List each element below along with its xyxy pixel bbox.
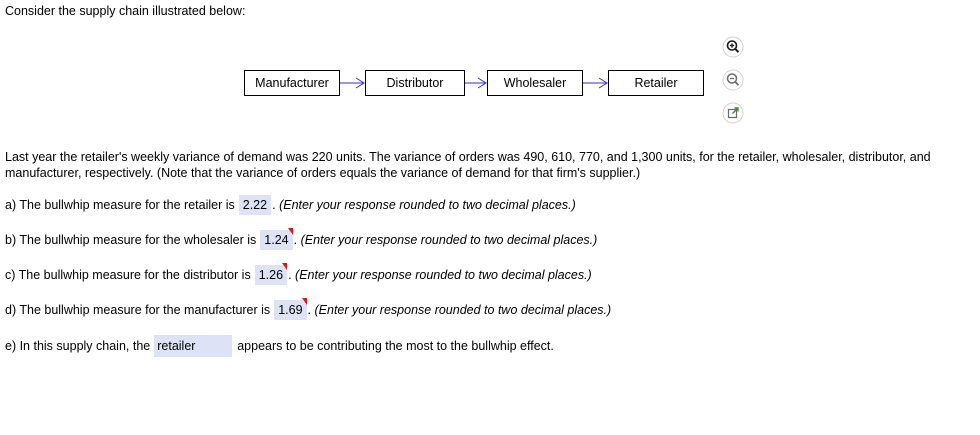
question-b-prefix: b) The bullwhip measure for the wholesaler is	[5, 233, 257, 247]
node-manufacturer: Manufacturer	[244, 70, 340, 96]
answer-select-e[interactable]	[154, 335, 232, 357]
question-d	[5, 299, 611, 321]
question-c-prefix: c) The bullwhip measure for the distributor is	[5, 268, 251, 282]
question-e	[5, 335, 554, 357]
question-a-hint: (Enter your response rounded to two decimal places.)	[279, 198, 576, 212]
incorrect-flag-icon	[288, 228, 293, 235]
zoom-in-icon[interactable]	[722, 36, 744, 58]
node-retailer: Retailer	[608, 70, 704, 96]
question-a-prefix: a) The bullwhip measure for the retailer is	[5, 198, 235, 212]
arrow-icon	[583, 77, 608, 89]
question-a-dot: .	[272, 198, 276, 212]
question-b	[5, 229, 597, 251]
question-d-dot: .	[307, 303, 312, 317]
question-c	[5, 264, 592, 286]
arrow-icon	[340, 77, 365, 89]
answer-field-c[interactable]	[255, 265, 287, 285]
intro-text: Consider the supply chain illustrated below:	[5, 4, 246, 18]
answer-a-value: 2.22	[242, 198, 268, 212]
answer-b-value: 1.24	[264, 233, 289, 247]
node-wholesaler: Wholesaler	[487, 70, 583, 96]
problem-description: Last year the retailer's weekly variance of demand was 220 units. The variance of orders was 490, 610, 770, and 1,300 units, for the retailer, wholesaler, distributor, and manufacturer, respectively. (Note that the variance of orders equals the variance of demand for that firm's supplier.)	[5, 150, 931, 180]
answer-field-b[interactable]	[260, 230, 292, 250]
question-b-dot: .	[293, 233, 298, 247]
answer-field-a[interactable]	[239, 195, 271, 215]
answer-d-value: 1.69	[278, 303, 303, 317]
question-c-dot: .	[288, 268, 292, 282]
question-b-hint: (Enter your response rounded to two decimal places.)	[300, 233, 598, 247]
arrow-icon	[465, 77, 487, 89]
incorrect-flag-icon	[282, 263, 287, 270]
incorrect-flag-icon	[302, 298, 307, 305]
answer-e-value: retailer	[157, 339, 196, 353]
supply-chain-diagram	[0, 0, 980, 120]
question-e-suffix: appears to be contributing the most to the bullwhip effect.	[237, 339, 554, 353]
node-distributor: Distributor	[365, 70, 465, 96]
question-a	[5, 194, 576, 216]
answer-c-value: 1.26	[258, 268, 284, 282]
question-d-prefix: d) The bullwhip measure for the manufacturer is	[5, 303, 271, 317]
zoom-out-icon[interactable]	[722, 69, 744, 91]
popout-icon[interactable]	[722, 102, 744, 124]
question-e-prefix: e) In this supply chain, the	[5, 339, 151, 353]
question-d-hint: (Enter your response rounded to two decimal places.)	[314, 303, 612, 317]
question-c-hint: (Enter your response rounded to two decimal places.)	[295, 268, 592, 282]
answer-field-d[interactable]	[274, 300, 306, 320]
